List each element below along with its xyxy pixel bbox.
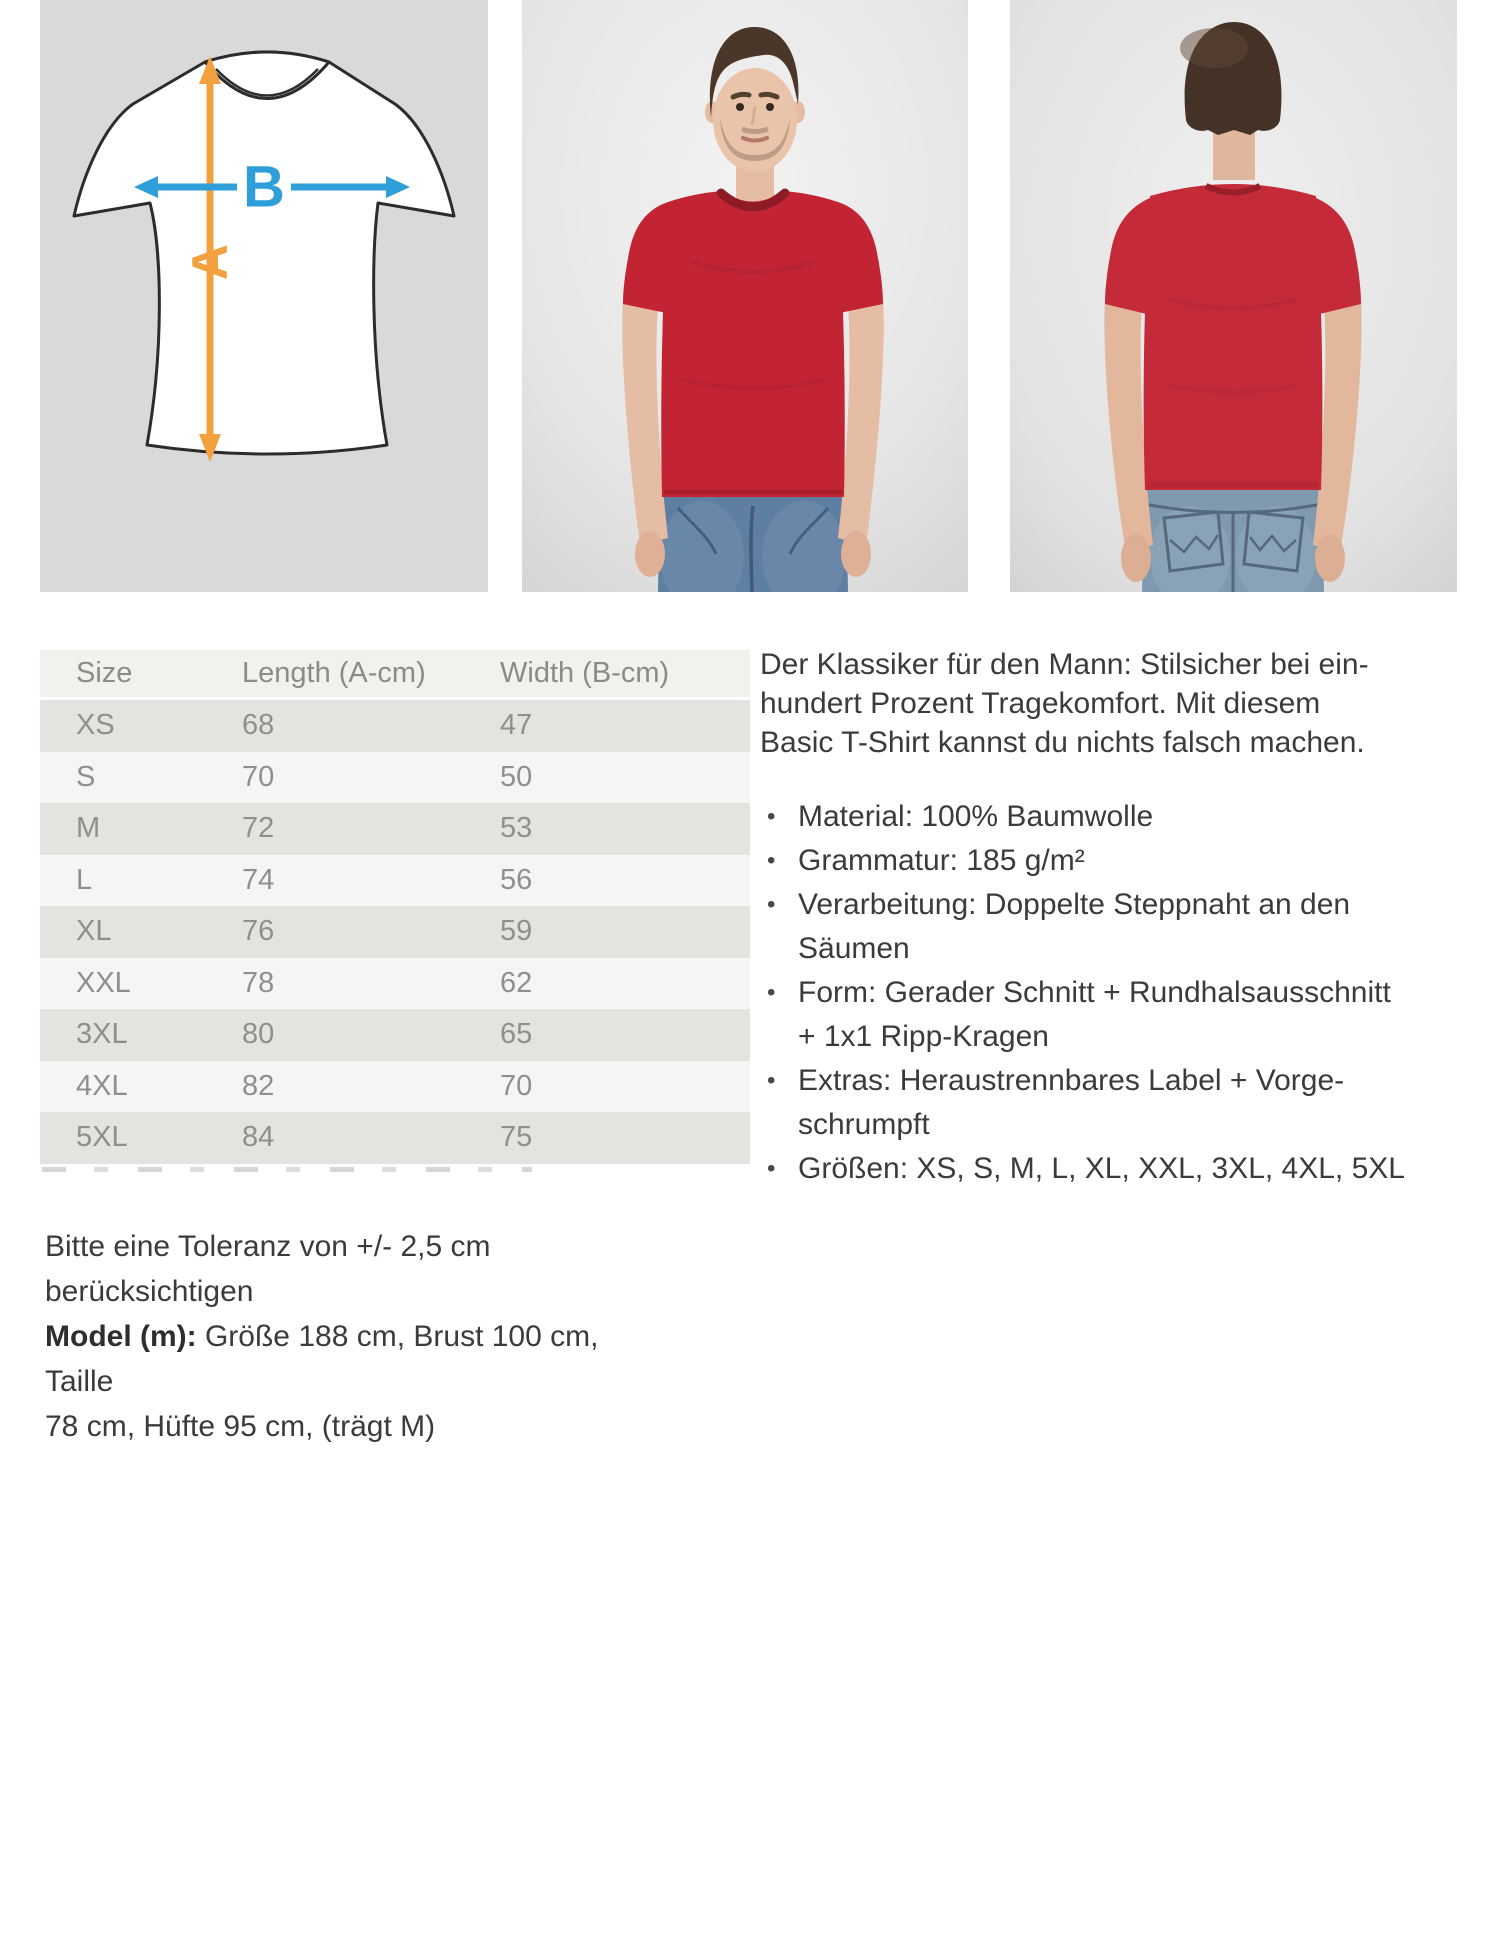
feature-bullet	[760, 971, 1496, 1059]
feature-bullet	[760, 883, 1496, 971]
feature-bullet	[760, 795, 1496, 839]
size-cell: XL	[76, 915, 112, 948]
bullet-dot: •	[767, 1155, 776, 1182]
size-table	[40, 650, 750, 1164]
tolerance-note-line: Bitte eine Toleranz von +/- 2,5 cm berücksichtigen	[45, 1230, 491, 1308]
size-table-header	[40, 650, 750, 700]
length-cell: 70	[242, 760, 275, 793]
feature-bullet	[760, 1147, 1496, 1191]
length-cell: 82	[242, 1069, 275, 1102]
size-diagram-panel	[40, 0, 488, 592]
intro-line: Basic T-Shirt kannst du nichts falsch machen.	[760, 726, 1365, 759]
size-diagram-graphic	[40, 0, 488, 592]
feature-bullet	[760, 839, 1496, 883]
width-cell: 50	[500, 760, 533, 793]
length-cell: 72	[242, 812, 275, 845]
model-back-illustration	[1010, 0, 1457, 592]
bullet-text: Größen: XS, S, M, L, XL, XXL, 3XL, 4XL, 5XL	[798, 1152, 1405, 1185]
bullet-dot: •	[767, 891, 776, 918]
table-row	[40, 906, 750, 958]
length-cell: 76	[242, 915, 275, 948]
model-front-photo	[522, 0, 968, 592]
width-cell: 62	[500, 966, 533, 999]
length-cell: 68	[242, 709, 275, 742]
size-cell: M	[76, 812, 101, 845]
table-row	[40, 1009, 750, 1061]
length-cell: 78	[242, 966, 275, 999]
width-cell: 53	[500, 812, 533, 845]
table-row	[40, 855, 750, 907]
size-cell: 5XL	[76, 1121, 128, 1154]
bullet-text: Verarbeitung: Doppelte Steppnaht an den Säumen	[798, 888, 1351, 965]
bullet-text: Grammatur: 185 g/m²	[798, 844, 1085, 877]
model-info-line2: 78 cm, Hüfte 95 cm, (trägt M)	[45, 1410, 436, 1443]
table-row	[40, 752, 750, 804]
table-row	[40, 1061, 750, 1113]
size-cell: 3XL	[76, 1018, 128, 1051]
model-front-illustration	[522, 0, 968, 592]
model-back-photo	[1010, 0, 1457, 592]
feature-bullet-list	[760, 795, 1496, 1191]
size-cell: 4XL	[76, 1069, 128, 1102]
length-cell: 74	[242, 863, 275, 896]
bullet-text: Material: 100% Baumwolle	[798, 800, 1154, 833]
size-cell: XS	[76, 709, 115, 742]
feature-bullet	[760, 1059, 1496, 1147]
bullet-dot: •	[767, 979, 776, 1006]
bullet-dot: •	[767, 1067, 776, 1094]
label-b: B	[243, 154, 285, 220]
width-cell: 75	[500, 1121, 533, 1154]
table-row	[40, 803, 750, 855]
width-cell: 59	[500, 915, 533, 948]
size-cell: XXL	[76, 966, 131, 999]
measurement-note	[45, 1224, 665, 1449]
width-cell: 47	[500, 709, 533, 742]
column-header: Size	[76, 657, 133, 689]
label-a: A	[182, 243, 238, 281]
product-description	[760, 645, 1496, 1191]
column-header: Width (B-cm)	[500, 657, 670, 689]
clipped-row-artifact	[42, 1167, 532, 1172]
bullet-dot: •	[767, 847, 776, 874]
tshirt-outline	[74, 52, 454, 454]
width-cell: 70	[500, 1069, 533, 1102]
width-cell: 56	[500, 863, 533, 896]
bullet-dot: •	[767, 803, 776, 830]
size-cell: L	[76, 863, 93, 896]
table-row	[40, 958, 750, 1010]
table-row	[40, 1112, 750, 1164]
intro-line: Der Klassiker für den Mann: Stilsicher bei ein-	[760, 648, 1369, 681]
table-row	[40, 700, 750, 752]
model-label: Model (m):	[45, 1320, 197, 1353]
bullet-text: Extras: Heraustrennbares Label + Vorge- schrumpft	[798, 1064, 1345, 1141]
description-intro	[760, 645, 1496, 762]
model-info-line1: Model (m): Größe 188 cm, Brust 100 cm, Taille	[45, 1320, 599, 1398]
width-cell: 65	[500, 1018, 533, 1051]
bullet-text: Form: Gerader Schnitt + Rundhalsausschnitt + 1x1 Ripp-Kragen	[798, 976, 1391, 1053]
size-table-body	[40, 700, 750, 1164]
length-cell: 84	[242, 1121, 275, 1154]
column-header: Length (A-cm)	[242, 657, 426, 689]
intro-line: hundert Prozent Tragekomfort. Mit diesem	[760, 687, 1321, 720]
length-cell: 80	[242, 1018, 275, 1051]
size-cell: S	[76, 760, 96, 793]
